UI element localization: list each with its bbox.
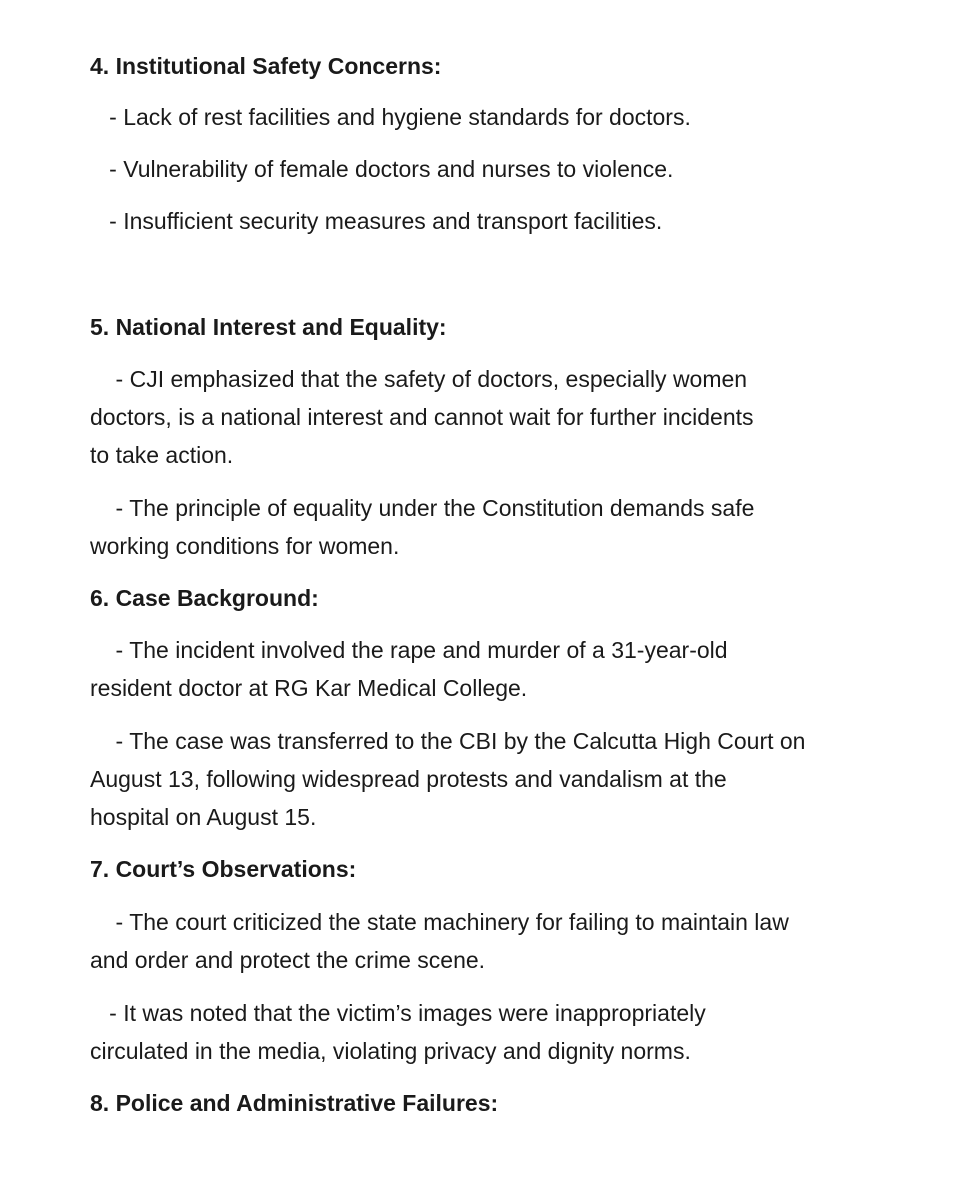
bullet-line: - CJI emphasized that the safety of doctors, especially women — [90, 366, 748, 392]
bullet-line: - Lack of rest facilities and hygiene standards for doctors. — [90, 104, 691, 130]
bullet-line: - The court criticized the state machinery for failing to maintain law — [90, 909, 789, 935]
section-heading: 8. Police and Administrative Failures: — [90, 1090, 499, 1116]
bullet-line: resident doctor at RG Kar Medical College. — [90, 675, 528, 701]
bullet-line: working conditions for women. — [90, 533, 400, 559]
bullet-line: August 13, following widespread protests and vandalism at the — [90, 766, 727, 792]
bullet-line: - The principle of equality under the Constitution demands safe — [90, 495, 755, 521]
bullet-line: circulated in the media, violating privacy and dignity norms. — [90, 1038, 691, 1064]
bullet-line: hospital on August 15. — [90, 804, 317, 830]
bullet-line: - The case was transferred to the CBI by the Calcutta High Court on — [90, 728, 806, 754]
section-heading: 4. Institutional Safety Concerns: — [90, 53, 442, 79]
bullet-line: - Insufficient security measures and transport facilities. — [90, 208, 663, 234]
bullet-line: - The incident involved the rape and murder of a 31-year-old — [90, 637, 728, 663]
bullet-line: and order and protect the crime scene. — [90, 947, 486, 973]
section-heading: 6. Case Background: — [90, 585, 319, 611]
bullet-line: to take action. — [90, 442, 234, 468]
bullet-line: doctors, is a national interest and cannot wait for further incidents — [90, 404, 754, 430]
bullet-line: - Vulnerability of female doctors and nurses to violence. — [90, 156, 674, 182]
section-heading: 5. National Interest and Equality: — [90, 314, 447, 340]
section-heading: 7. Court’s Observations: — [90, 856, 357, 882]
bullet-line: - It was noted that the victim’s images were inappropriately — [90, 1000, 706, 1026]
